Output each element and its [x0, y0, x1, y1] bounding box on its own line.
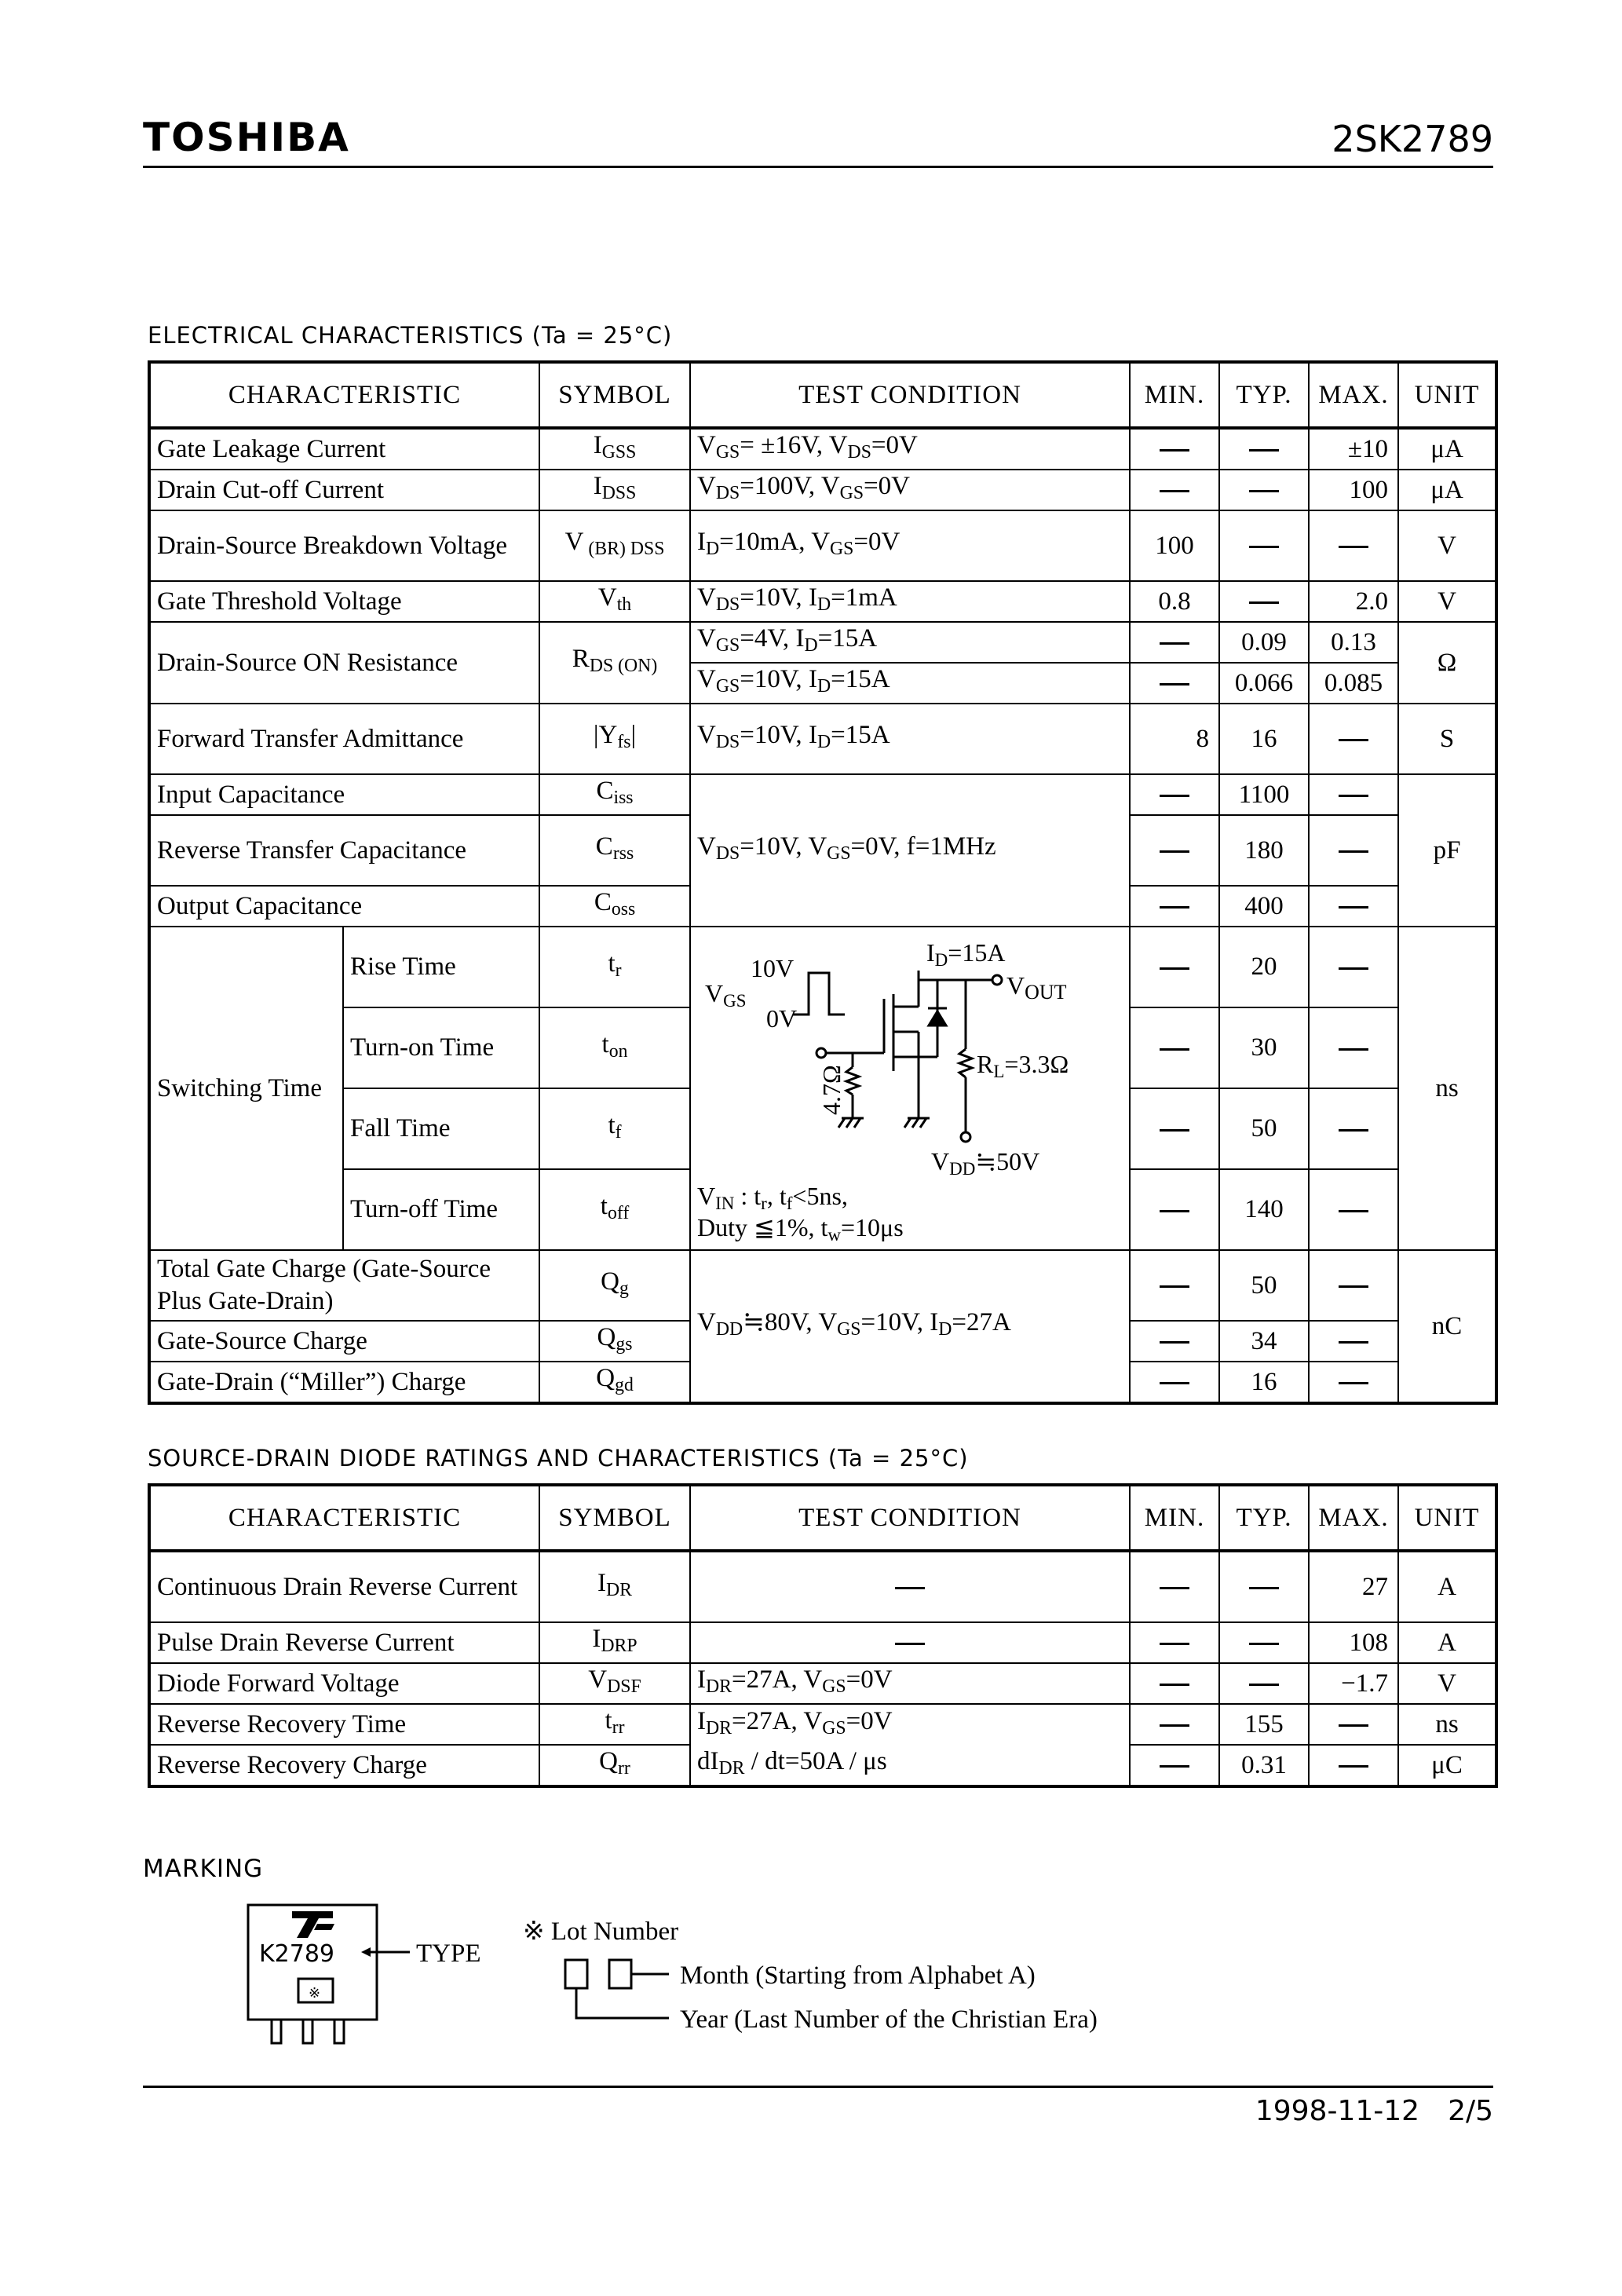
part-number: 2SK2789 — [1332, 118, 1493, 160]
vgs-label: VGS — [705, 979, 747, 1011]
characteristic-name: Fall Time — [343, 1088, 539, 1169]
max-dash — [1309, 1745, 1398, 1786]
id-label: ID=15A — [926, 938, 1006, 970]
typ-dash — [1219, 581, 1309, 622]
package-lead-2 — [303, 2020, 312, 2043]
header-rule — [143, 166, 1493, 168]
max-dash — [1309, 1704, 1398, 1745]
table-row — [149, 1622, 1496, 1663]
table-header-row — [149, 1485, 1496, 1551]
max-dash — [1309, 815, 1398, 886]
pulse-high-label: 10V — [751, 954, 795, 982]
header-characteristic: CHARACTERISTIC — [149, 362, 539, 428]
vout-label: VOUT — [1006, 971, 1067, 1004]
test-condition: $V_{GS}=4V$, $I_D=15A$ — [690, 622, 1130, 663]
header-unit: UNIT — [1398, 362, 1496, 428]
symbol-cell: $C_{rss}$ — [539, 815, 690, 886]
min-dash — [1130, 663, 1219, 704]
footer-page: 2/5 — [1448, 2095, 1493, 2127]
min-value: 8 — [1130, 704, 1219, 774]
symbol-cell: V $_{(BR) DSS}$ — [539, 510, 690, 581]
max-dash — [1309, 510, 1398, 581]
month-label: Month (Starting from Alphabet A) — [680, 1961, 1036, 1990]
footer-date: 1998-11-12 — [1255, 2095, 1420, 2127]
min-dash — [1130, 815, 1219, 886]
header-test-condition: TEST CONDITION — [690, 1485, 1130, 1551]
lot-box-month — [609, 1960, 631, 1988]
table-row — [149, 1551, 1496, 1622]
unit-cell: V — [1398, 581, 1496, 622]
max-value: 108 — [1309, 1622, 1398, 1663]
unit-cell: μA — [1398, 470, 1496, 510]
max-dash — [1309, 1007, 1398, 1088]
test-condition: $V_{DS}=10V$, $I_D=1mA$ — [690, 581, 1130, 622]
characteristic-name: Drain Cut-off Current — [149, 470, 539, 510]
min-dash — [1130, 1704, 1219, 1745]
symbol-cell: $C_{oss}$ — [539, 886, 690, 927]
table-row — [149, 428, 1496, 470]
min-dash — [1130, 1551, 1219, 1622]
min-value: 0.8 — [1130, 581, 1219, 622]
symbol-cell: $Q_g$ — [539, 1250, 690, 1321]
unit-cell: ns — [1398, 927, 1496, 1250]
min-dash — [1130, 428, 1219, 470]
characteristic-name: Turn-off Time — [343, 1169, 539, 1250]
marking-section-title: MARKING — [143, 1855, 264, 1883]
type-label: TYPE — [416, 1940, 481, 1968]
table-row — [149, 581, 1496, 622]
package-lead-3 — [334, 2020, 344, 2043]
symbol-cell: $t_{rr}$ — [539, 1704, 690, 1745]
typ-value: 400 — [1219, 886, 1309, 927]
test-condition: $I_{DR}=27A$, $V_{GS}=0V$ — [690, 1704, 1130, 1745]
year-label: Year (Last Number of the Christian Era) — [680, 2005, 1098, 2034]
header-symbol: SYMBOL — [539, 1485, 690, 1551]
header-symbol: SYMBOL — [539, 362, 690, 428]
package-lead-1 — [272, 2020, 281, 2043]
min-dash — [1130, 1663, 1219, 1704]
characteristic-name: Reverse Recovery Charge — [149, 1745, 539, 1786]
max-value: ±10 — [1309, 428, 1398, 470]
symbol-cell: $R_{DS (ON)}$ — [539, 622, 690, 704]
typ-dash — [1219, 1551, 1309, 1622]
rl-label: RL=3.3Ω — [977, 1050, 1069, 1081]
max-dash — [1309, 704, 1398, 774]
min-dash — [1130, 1169, 1219, 1250]
characteristic-name: Input Capacitance — [149, 774, 539, 815]
vdd-label: VDD≒50V — [931, 1147, 1040, 1179]
unit-cell: nC — [1398, 1250, 1496, 1403]
switching-test-circuit-diagram — [691, 930, 1124, 1247]
min-dash — [1130, 774, 1219, 815]
typ-value: 34 — [1219, 1321, 1309, 1362]
typ-value: 1100 — [1219, 774, 1309, 815]
min-dash — [1130, 1622, 1219, 1663]
symbol-cell: $Q_{gs}$ — [539, 1321, 690, 1362]
characteristic-name: Gate Threshold Voltage — [149, 581, 539, 622]
typ-dash — [1219, 510, 1309, 581]
min-dash — [1130, 886, 1219, 927]
characteristic-name: Output Capacitance — [149, 886, 539, 927]
symbol-cell: $C_{iss}$ — [539, 774, 690, 815]
characteristic-name: Gate-Drain (“Miller”) Charge — [149, 1362, 539, 1403]
min-dash — [1130, 470, 1219, 510]
symbol-cell: $t_{off}$ — [539, 1169, 690, 1250]
characteristic-name: Gate-Source Charge — [149, 1321, 539, 1362]
switching-group-label: Switching Time — [149, 927, 343, 1250]
symbol-cell: $V_{th}$ — [539, 581, 690, 622]
symbol-cell: $t_{on}$ — [539, 1007, 690, 1088]
header-max: MAX. — [1309, 362, 1398, 428]
test-condition: $V_{GS}=10V$, $I_D=15A$ — [690, 663, 1130, 704]
symbol-cell: $Q_{rr}$ — [539, 1745, 690, 1786]
header-min: MIN. — [1130, 1485, 1219, 1551]
header-min: MIN. — [1130, 362, 1219, 428]
max-dash — [1309, 886, 1398, 927]
test-condition: $V_{DS}=10V$, $I_D=15A$ — [690, 704, 1130, 774]
table-row — [149, 1663, 1496, 1704]
unit-cell: V — [1398, 510, 1496, 581]
symbol-cell: $I_{DSS}$ — [539, 470, 690, 510]
symbol-cell: $|Y_{fs}|$ — [539, 704, 690, 774]
typ-value: 140 — [1219, 1169, 1309, 1250]
diode-section-title: SOURCE-DRAIN DIODE RATINGS AND CHARACTERISTICS (Ta = 25°C) — [148, 1445, 969, 1472]
header-test-condition: TEST CONDITION — [690, 362, 1130, 428]
typ-value: 16 — [1219, 704, 1309, 774]
symbol-cell: $I_{GSS}$ — [539, 428, 690, 470]
table-row — [149, 1704, 1496, 1745]
lot-box-year — [565, 1960, 587, 1988]
header-characteristic: CHARACTERISTIC — [149, 1485, 539, 1551]
max-dash — [1309, 1088, 1398, 1169]
typ-dash — [1219, 1622, 1309, 1663]
typ-dash — [1219, 470, 1309, 510]
max-dash — [1309, 1169, 1398, 1250]
brand-logo: TOSHIBA — [143, 115, 350, 160]
typ-value: 0.09 — [1219, 622, 1309, 663]
symbol-cell: $I_{DRP}$ — [539, 1622, 690, 1663]
max-value: 100 — [1309, 470, 1398, 510]
test-condition: $V_{DS}=10V$, $V_{GS}=0V$, f=1MHz — [690, 774, 1130, 927]
max-dash — [1309, 1362, 1398, 1403]
characteristic-name: Diode Forward Voltage — [149, 1663, 539, 1704]
characteristic-name: Reverse Recovery Time — [149, 1704, 539, 1745]
characteristic-name: Total Gate Charge (Gate-Source Plus Gate-Drain) — [149, 1250, 539, 1321]
characteristic-name: Rise Time — [343, 927, 539, 1007]
typ-value: 50 — [1219, 1250, 1309, 1321]
table-row — [149, 704, 1496, 774]
lot-code-symbol: ※ — [309, 1985, 321, 2002]
table-row — [149, 1745, 1496, 1786]
table-row — [149, 1250, 1496, 1321]
characteristic-name: Drain-Source Breakdown Voltage — [149, 510, 539, 581]
unit-cell: S — [1398, 704, 1496, 774]
symbol-cell: $I_{DR}$ — [539, 1551, 690, 1622]
unit-cell: A — [1398, 1622, 1496, 1663]
symbol-cell: $t_r$ — [539, 927, 690, 1007]
max-value: −1.7 — [1309, 1663, 1398, 1704]
table-row — [149, 927, 1496, 1007]
table-row — [149, 774, 1496, 815]
header-typ: TYP. — [1219, 362, 1309, 428]
test-condition-dash — [690, 1622, 1130, 1663]
max-dash — [1309, 1250, 1398, 1321]
typ-value: 16 — [1219, 1362, 1309, 1403]
min-dash — [1130, 1007, 1219, 1088]
table-row — [149, 510, 1496, 581]
max-value: 0.085 — [1309, 663, 1398, 704]
electrical-section-title: ELECTRICAL CHARACTERISTICS (Ta = 25°C) — [148, 322, 673, 349]
typ-value: 0.31 — [1219, 1745, 1309, 1786]
test-condition: $dI_{DR} / dt=50A / \mu s$ — [690, 1745, 1130, 1786]
package-part-mark: K2789 — [259, 1940, 335, 1968]
unit-cell: μA — [1398, 428, 1496, 470]
min-dash — [1130, 1362, 1219, 1403]
unit-cell: Ω — [1398, 622, 1496, 704]
max-value: 27 — [1309, 1551, 1398, 1622]
marking-diagram — [236, 1892, 1256, 2065]
test-condition: $V_{GS}= \pm 16V$, $V_{DS}=0V$ — [690, 428, 1130, 470]
diode-characteristics-table — [148, 1483, 1498, 1788]
characteristic-name: Forward Transfer Admittance — [149, 704, 539, 774]
table-row — [149, 622, 1496, 663]
typ-value: 50 — [1219, 1088, 1309, 1169]
min-dash — [1130, 1321, 1219, 1362]
typ-value: 155 — [1219, 1704, 1309, 1745]
table-header-row — [149, 362, 1496, 428]
electrical-characteristics-table — [148, 360, 1498, 1405]
header-max: MAX. — [1309, 1485, 1398, 1551]
max-dash — [1309, 774, 1398, 815]
unit-cell: A — [1398, 1551, 1496, 1622]
min-value: 100 — [1130, 510, 1219, 581]
unit-cell: pF — [1398, 774, 1496, 927]
vin-note: VIN : tr, tf<5ns, — [697, 1182, 848, 1213]
typ-value: 30 — [1219, 1007, 1309, 1088]
min-dash — [1130, 1250, 1219, 1321]
typ-value: 20 — [1219, 927, 1309, 1007]
toshiba-mark-icon — [292, 1911, 334, 1938]
unit-cell: ns — [1398, 1704, 1496, 1745]
characteristic-name: Continuous Drain Reverse Current — [149, 1551, 539, 1622]
min-dash — [1130, 927, 1219, 1007]
min-dash — [1130, 1088, 1219, 1169]
typ-dash — [1219, 1663, 1309, 1704]
test-condition: $V_{DD}≒80V$, $V_{GS}=10V$, $I_D=27A$ — [690, 1250, 1130, 1403]
unit-cell: V — [1398, 1663, 1496, 1704]
max-dash — [1309, 1321, 1398, 1362]
max-value: 0.13 — [1309, 622, 1398, 663]
test-condition: $I_D=10mA$, $V_{GS}=0V$ — [690, 510, 1130, 581]
header-typ: TYP. — [1219, 1485, 1309, 1551]
duty-note: Duty ≦1%, tw=10μs — [697, 1213, 904, 1245]
symbol-cell: $V_{DSF}$ — [539, 1663, 690, 1704]
footer — [1227, 2095, 1493, 2127]
min-dash — [1130, 622, 1219, 663]
lot-number-label: ※ Lot Number — [523, 1918, 679, 1946]
typ-value: 180 — [1219, 815, 1309, 886]
max-value: 2.0 — [1309, 581, 1398, 622]
test-condition: $I_{DR}=27A$, $V_{GS}=0V$ — [690, 1663, 1130, 1704]
header-unit: UNIT — [1398, 1485, 1496, 1551]
switching-test-circuit-cell — [690, 927, 1130, 1250]
typ-dash — [1219, 428, 1309, 470]
characteristic-name: Drain-Source ON Resistance — [149, 622, 539, 704]
rg-label: 4.7Ω — [817, 1065, 846, 1115]
test-condition-dash — [690, 1551, 1130, 1622]
characteristic-name: Turn-on Time — [343, 1007, 539, 1088]
table-row — [149, 470, 1496, 510]
unit-cell: μC — [1398, 1745, 1496, 1786]
min-dash — [1130, 1745, 1219, 1786]
characteristic-name: Gate Leakage Current — [149, 428, 539, 470]
typ-value: 0.066 — [1219, 663, 1309, 704]
pulse-low-label: 0V — [766, 1004, 798, 1033]
max-dash — [1309, 927, 1398, 1007]
symbol-cell: $t_f$ — [539, 1088, 690, 1169]
characteristic-name: Pulse Drain Reverse Current — [149, 1622, 539, 1663]
test-condition: $V_{DS}=100V$, $V_{GS}=0V$ — [690, 470, 1130, 510]
footer-rule — [143, 2086, 1493, 2088]
characteristic-name: Reverse Transfer Capacitance — [149, 815, 539, 886]
symbol-cell: $Q_{gd}$ — [539, 1362, 690, 1403]
